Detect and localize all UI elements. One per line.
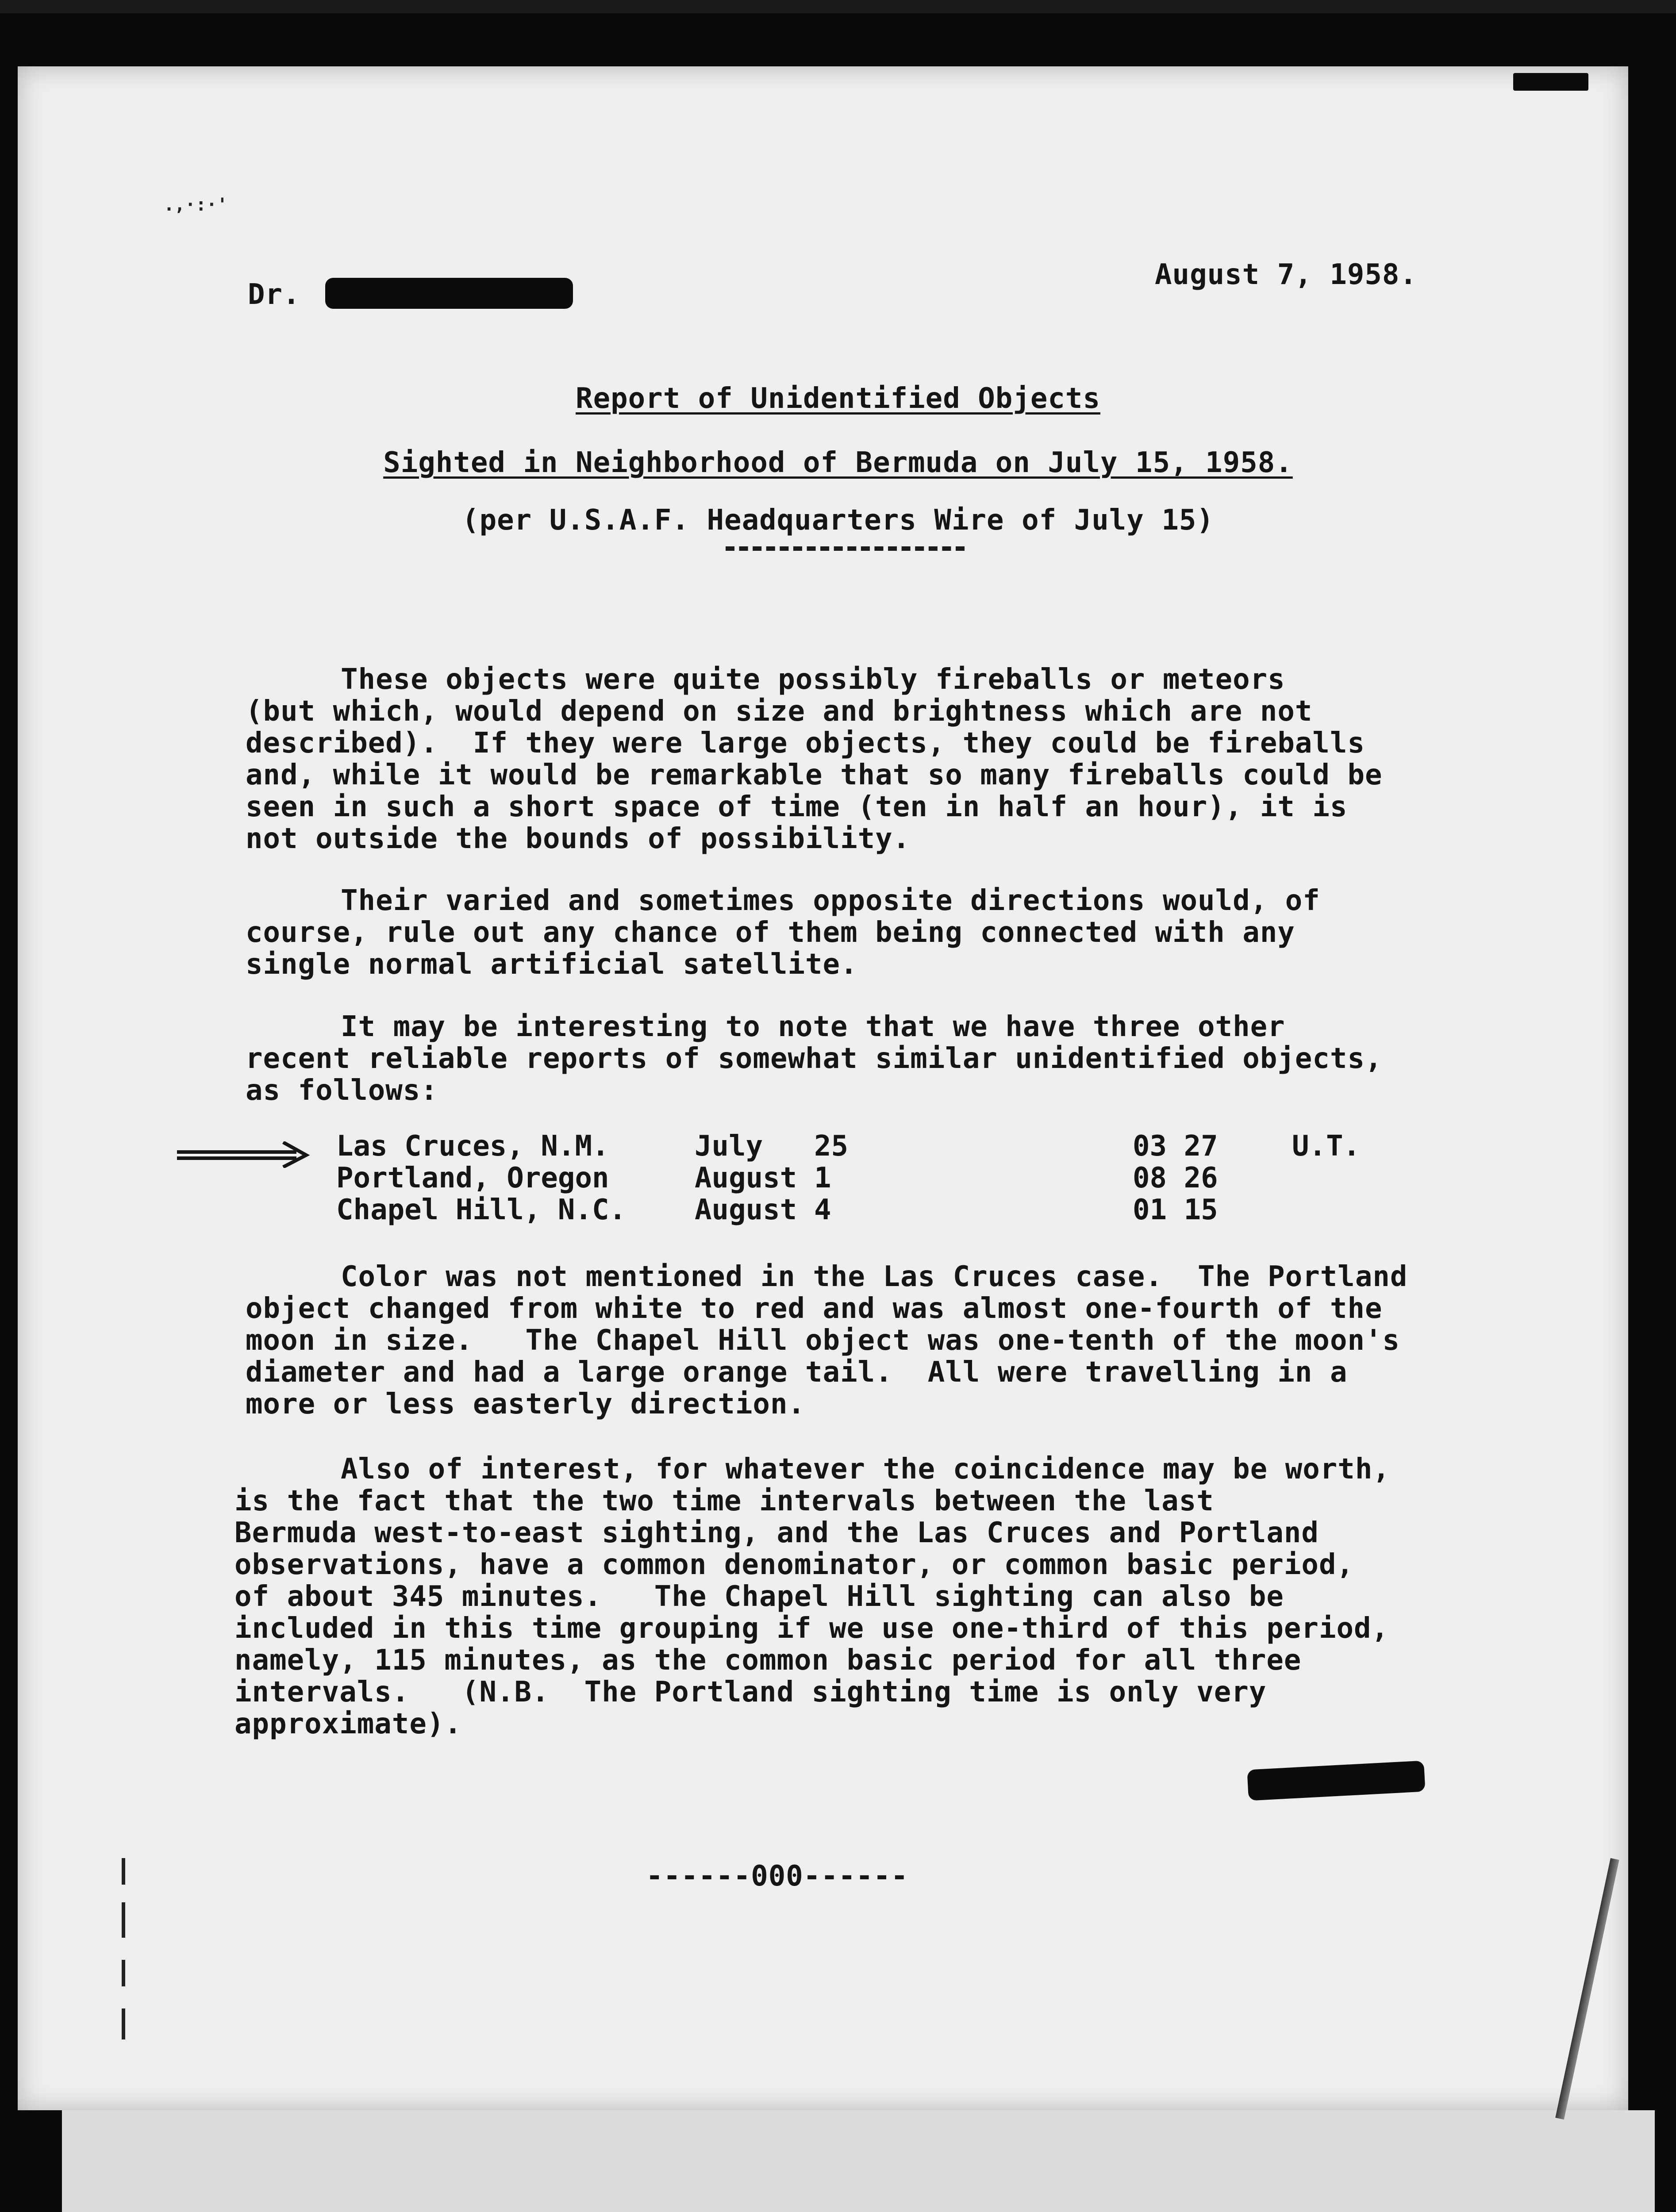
sighting-day: 1	[814, 1162, 831, 1194]
text-line: course, rule out any chance of them being connected with any	[246, 916, 1295, 949]
sighting-place: Portland, Oregon	[336, 1162, 609, 1194]
margin-tick	[122, 1902, 125, 1938]
text-line: diameter and had a large orange tail. All were travelling in a	[246, 1356, 1348, 1389]
title-rule	[726, 546, 965, 556]
table-row	[336, 1194, 1360, 1226]
text-line: as follows:	[246, 1074, 438, 1107]
text-line: Their varied and sometimes opposite directions would, of	[341, 884, 1320, 917]
table-row	[336, 1162, 1360, 1194]
letter-date: August 7, 1958.	[1155, 258, 1417, 291]
sighting-month: August	[695, 1162, 797, 1194]
salutation: Dr.	[248, 278, 300, 311]
text-line: intervals. (N.B. The Portland sighting time is only very	[234, 1676, 1267, 1709]
report-source: (per U.S.A.F. Headquarters Wire of July 15)	[462, 504, 1214, 537]
table-row	[336, 1130, 1360, 1162]
text-line: described). If they were large objects, they could be fireballs	[246, 727, 1365, 760]
text-line: observations, have a common denominator, or common basic period,	[234, 1548, 1354, 1581]
text-line: Color was not mentioned in the Las Cruces case. The Portland	[341, 1260, 1408, 1293]
text-line: approximate).	[234, 1708, 462, 1740]
sighting-month: August	[695, 1194, 797, 1226]
text-line: namely, 115 minutes, as the common basic period for all three	[234, 1644, 1302, 1677]
text-line: seen in such a short space of time (ten in half an hour), it is	[246, 791, 1348, 823]
text-line: more or less easterly direction.	[246, 1388, 805, 1421]
text-line: not outside the bounds of possibility.	[246, 822, 911, 855]
text-line: moon in size. The Chapel Hill object was one-tenth of the moon's	[246, 1324, 1400, 1357]
sighting-day: 25	[814, 1130, 849, 1163]
report-title: Report of Unidentified Objects	[576, 382, 1100, 415]
scan-mark	[1513, 73, 1588, 91]
margin-tick	[122, 2008, 125, 2039]
text-line: It may be interesting to note that we have three other	[341, 1010, 1285, 1043]
arrow-icon	[177, 1141, 310, 1168]
end-mark: ------000------	[646, 1860, 908, 1893]
text-line: is the fact that the two time intervals between the last	[234, 1485, 1214, 1517]
text-line: single normal artificial satellite.	[246, 948, 858, 981]
film-edge	[0, 0, 1676, 13]
report-subtitle: Sighted in Neighborhood of Bermuda on July 15, 1958.	[383, 446, 1293, 479]
margin-tick	[122, 1858, 125, 1885]
sighting-place: Chapel Hill, N.C.	[336, 1194, 627, 1226]
sighting-zone	[1292, 1162, 1360, 1194]
sighting-zone	[1292, 1194, 1360, 1226]
text-line: of about 345 minutes. The Chapel Hill sighting can also be	[234, 1580, 1284, 1613]
text-line: (but which, would depend on size and brightness which are not	[246, 695, 1313, 728]
sighting-day: 4	[814, 1194, 831, 1226]
redacted-name	[325, 278, 573, 309]
text-line: and, while it would be remarkable that so many fireballs could be	[246, 759, 1383, 791]
sighting-time: 01 15	[1133, 1194, 1218, 1226]
margin-tick	[122, 1960, 125, 1986]
text-line: object changed from white to red and was almost one-fourth of the	[246, 1292, 1383, 1325]
text-line: recent reliable reports of somewhat similar unidentified objects,	[246, 1042, 1383, 1075]
sighting-zone: U.T.	[1292, 1130, 1361, 1163]
sighting-time: 03 27	[1133, 1130, 1218, 1163]
sighting-place: Las Cruces, N.M.	[336, 1130, 609, 1163]
text-line: Also of interest, for whatever the coincidence may be worth,	[341, 1453, 1390, 1486]
margin-speck: .,·:·'	[164, 195, 228, 215]
backing-sheet	[62, 2110, 1655, 2212]
text-line: included in this time grouping if we use one-third of this period,	[234, 1612, 1389, 1645]
text-line: Bermuda west-to-east sighting, and the Las Cruces and Portland	[234, 1517, 1319, 1549]
sighting-month: July	[695, 1130, 763, 1163]
text-line: These objects were quite possibly fireballs or meteors	[341, 663, 1285, 696]
sightings-table	[336, 1130, 1360, 1226]
sighting-time: 08 26	[1133, 1162, 1218, 1194]
